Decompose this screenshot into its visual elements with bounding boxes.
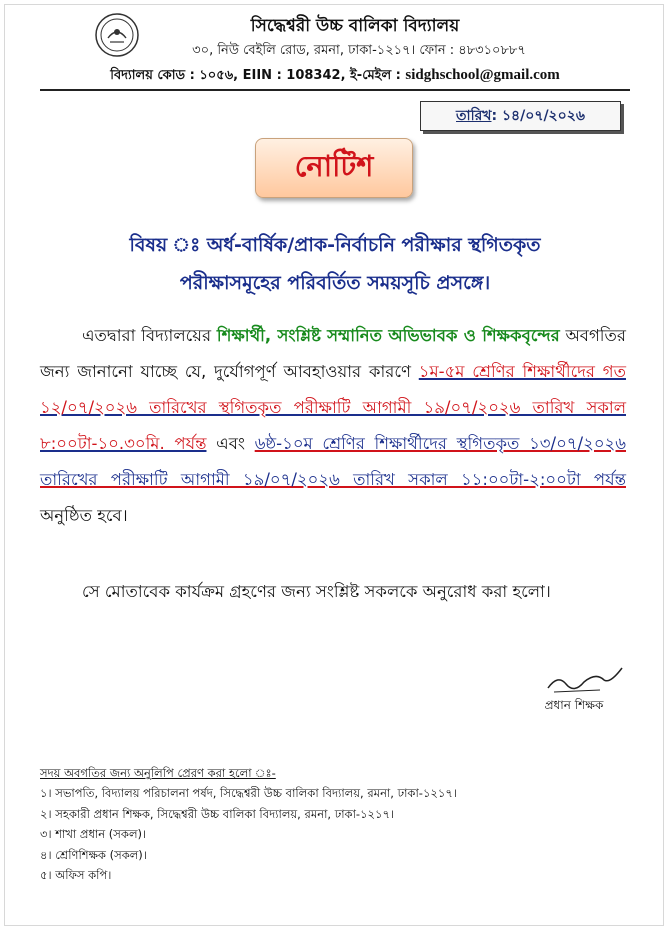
cc-list-item: ৪। শ্রেণিশিক্ষক (সকল)। xyxy=(40,847,147,862)
code-eiin-text: বিদ্যালয় কোড : ১০৫৬, EIIN : 108342, ই-মেইল : xyxy=(110,68,406,83)
school-name: সিদ্ধেশ্বরী উচ্চ বালিকা বিদ্যালয় xyxy=(250,16,460,36)
date-value: : ১৪/০৭/২০২৬ xyxy=(491,108,585,124)
request-text: সে মোতাবেক কার্যক্রম গ্রহণের জন্য সংশ্লিষ্ট সকলকে অনুরোধ করা হলো। xyxy=(82,582,551,601)
body-class-1-5-schedule: ১ম-৫ম শ্রেণির শিক্ষার্থীদের গত ১২/০৭/২০২৬ তারিখের স্থগিতকৃত পরীক্ষাটি আগামী ১৯/০৭/২০২৬ তারিখ সকাল ৮:০০টা-১০.৩০মি. পর্যন্ত xyxy=(40,362,626,453)
signature-image xyxy=(544,664,626,696)
subject-line-1: বিষয় ঃ অর্ধ-বার্ষিক/প্রাক-নির্বাচনি পরীক্ষার স্থগিতকৃত xyxy=(129,234,541,256)
body-held: অনুষ্ঠিত হবে। xyxy=(40,506,128,525)
email-text: sidghschool@gmail.com xyxy=(405,67,560,83)
signatory-title: প্রধান শিক্ষক xyxy=(544,698,604,712)
cc-list-item: ২। সহকারী প্রধান শিক্ষক, সিদ্ধেশ্বরী উচ্চ বালিকা বিদ্যালয়, রমনা, ঢাকা-১২১৭। xyxy=(40,806,395,821)
body-class-6-10-schedule: ৬ষ্ঠ-১০ম শ্রেণির শিক্ষার্থীদের স্থগিতকৃত ১৩/০৭/২০২৬ তারিখের পরীক্ষাটি আগামী ১৯/০৭/২০২৬ তারিখ সকাল ১১:০০টা-২:০০টা পর্যন্ত xyxy=(40,434,626,489)
subject xyxy=(40,226,630,302)
cc-heading: সদয় অবগতির জন্য অনুলিপি প্রেরণ করা হলো ঃ- xyxy=(40,766,276,780)
body-recipients: শিক্ষার্থী, সংশ্লিষ্ট সম্মানিত অভিভাবক ও শিক্ষকবৃন্দের xyxy=(216,326,560,345)
header-divider xyxy=(40,89,630,91)
body-and: এবং xyxy=(206,434,255,453)
request-paragraph xyxy=(40,574,626,610)
cc-list-item: ৫। অফিস কপি। xyxy=(40,868,112,882)
body-intro: এতদ্বারা বিদ্যালয়ের xyxy=(82,326,217,345)
body-awareness: অবগতির জন্য জানানো যাচ্ছে যে, দুর্যোগপূর্ণ আবহাওয়ার কারণে xyxy=(40,326,626,381)
cc-list-item: ১। সভাপতি, বিদ্যালয় পরিচালনা পর্ষদ, সিদ্ধেশ্বরী উচ্চ বালিকা বিদ্যালয়, রমনা, ঢাকা-১২১৭। xyxy=(40,786,457,800)
date-box xyxy=(420,101,621,131)
school-address: ৩০, নিউ বেইলি রোড, রমনা, ঢাকা-১২১৭। ফোন : ৪৮৩১০৮৮৭ xyxy=(192,43,526,58)
subject-line-2: পরীক্ষাসমূহের পরিবর্তিত সময়সূচি প্রসঙ্গে। xyxy=(179,272,491,294)
cc-list xyxy=(40,783,457,886)
notice-title: নোটিশ xyxy=(255,138,413,198)
notice-body xyxy=(40,318,626,534)
school-code-line xyxy=(0,66,670,87)
date-label: তারিখ xyxy=(456,108,492,124)
cc-list-item: ৩। শাখা প্রধান (সকল)। xyxy=(40,827,147,841)
